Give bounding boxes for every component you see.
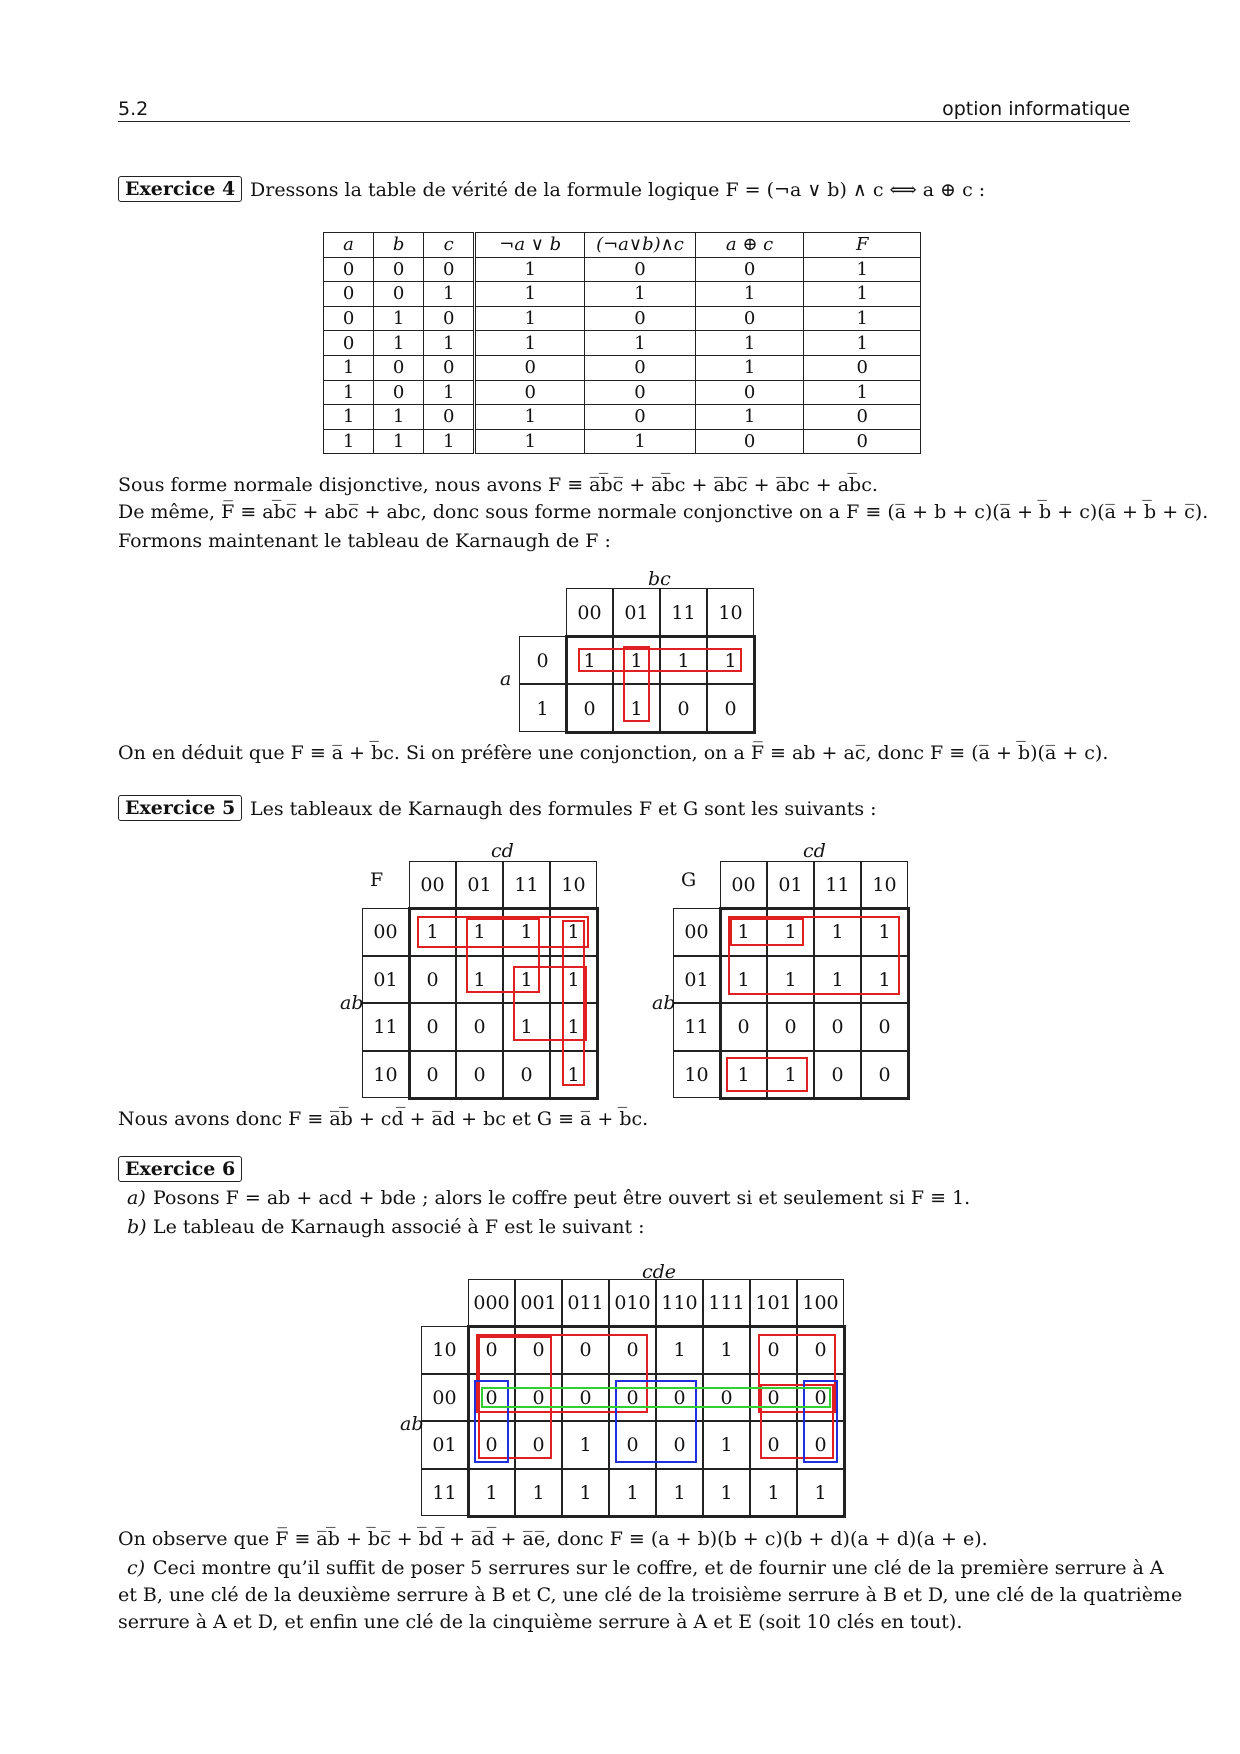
truth-table-cell: 0 bbox=[585, 380, 695, 405]
kmap-cell: 0 bbox=[456, 1003, 503, 1051]
kmap-row-header: 01 bbox=[421, 1421, 468, 1469]
truth-table-cell: 1 bbox=[374, 331, 424, 356]
kmap-cell: 0 bbox=[861, 1051, 908, 1099]
truth-table-cell: 0 bbox=[324, 306, 374, 331]
truth-table-header: a ⊕ c bbox=[695, 233, 804, 258]
kmap-cell: 0 bbox=[515, 1326, 562, 1374]
kmap-row-header: 01 bbox=[362, 956, 409, 1004]
truth-table-cell: 0 bbox=[695, 380, 804, 405]
kmap-row-header: 0 bbox=[519, 636, 566, 684]
kmap-row-header: 00 bbox=[673, 908, 720, 956]
kmap-cell: 1 bbox=[550, 1051, 597, 1099]
truth-table-row bbox=[324, 405, 921, 430]
loop-red bbox=[730, 918, 804, 946]
kmap-cell: 0 bbox=[566, 684, 613, 732]
truth-table-cell: 0 bbox=[695, 257, 804, 282]
ex6-a-label: a) bbox=[127, 1187, 146, 1209]
truth-table-cell: 0 bbox=[804, 355, 921, 380]
truth-table-cell: 0 bbox=[424, 355, 475, 380]
truth-table-cell: 0 bbox=[324, 331, 374, 356]
kmap-col-header: 010 bbox=[609, 1279, 656, 1327]
kmap-cell: 1 bbox=[566, 636, 613, 684]
loop-green bbox=[481, 1387, 831, 1409]
kmap-cell: 1 bbox=[720, 908, 767, 956]
kmap-cell: 1 bbox=[609, 1469, 656, 1517]
kmap-cell: 1 bbox=[515, 1469, 562, 1517]
truth-table-cell: 1 bbox=[475, 429, 585, 454]
kmap-col-header: 00 bbox=[566, 588, 613, 636]
kmap-cell: 0 bbox=[797, 1374, 844, 1422]
truth-table-cell: 1 bbox=[424, 282, 475, 307]
kmap-cell: 0 bbox=[609, 1421, 656, 1469]
ex4-cnf-line: De même, F̅ ≡ ab̅c̅ + abc̅ + abc, donc sous forme normale conjonctive on a F ≡ (a̅ + b + c)(a̅ + b̅ + c)(a̅ + b̅ + c̅). bbox=[118, 501, 1209, 523]
truth-table-cell: 0 bbox=[585, 405, 695, 430]
course-title: option informatique bbox=[942, 98, 1130, 120]
exercise-5-label: Exercice 5 bbox=[118, 795, 242, 821]
kmap-cell: 1 bbox=[503, 956, 550, 1004]
kmap-cell: 0 bbox=[814, 1051, 861, 1099]
truth-table-row bbox=[324, 355, 921, 380]
truth-table-cell: 1 bbox=[475, 257, 585, 282]
kmap-cell: 1 bbox=[703, 1421, 750, 1469]
kmap-cell: 0 bbox=[409, 1051, 456, 1099]
kmap-cell: 1 bbox=[456, 908, 503, 956]
truth-table-cell: 0 bbox=[424, 257, 475, 282]
kmap-row-variable: ab bbox=[340, 992, 364, 1014]
ex4-dnf-line: Sous forme normale disjonctive, nous avons F ≡ a̅b̅c̅ + a̅b̅c + a̅bc̅ + a̅bc + ab̅c. bbox=[118, 474, 878, 496]
kmap-cell: 1 bbox=[814, 956, 861, 1004]
kmap-col-header: 000 bbox=[468, 1279, 515, 1327]
ex6-b-text: Le tableau de Karnaugh associé à F est le suivant : bbox=[153, 1216, 645, 1238]
kmap-row-header: 11 bbox=[421, 1469, 468, 1517]
kmap-col-variable: bc bbox=[648, 568, 671, 590]
truth-table-cell: 1 bbox=[324, 429, 374, 454]
truth-table-cell: 1 bbox=[804, 257, 921, 282]
kmap-cell: 1 bbox=[767, 908, 814, 956]
truth-table-cell: 1 bbox=[324, 405, 374, 430]
truth-table-cell: 1 bbox=[475, 306, 585, 331]
kmap-row-header: 11 bbox=[362, 1003, 409, 1051]
truth-table-cell: 1 bbox=[475, 405, 585, 430]
kmap-cell: 1 bbox=[703, 1326, 750, 1374]
kmap-cell: 1 bbox=[750, 1469, 797, 1517]
kmap-cell: 1 bbox=[861, 956, 908, 1004]
kmap-cell: 0 bbox=[797, 1421, 844, 1469]
truth-table-cell: 1 bbox=[585, 331, 695, 356]
truth-table-cell: 1 bbox=[585, 282, 695, 307]
truth-table-cell: 0 bbox=[374, 282, 424, 307]
kmap-row-header: 11 bbox=[673, 1003, 720, 1051]
kmap-col-header: 00 bbox=[409, 861, 456, 909]
truth-table-cell: 1 bbox=[324, 380, 374, 405]
kmap-cell: 1 bbox=[656, 1469, 703, 1517]
ex6-c-label: c) bbox=[127, 1557, 146, 1579]
truth-table-header: c bbox=[424, 233, 475, 258]
truth-table-cell: 1 bbox=[695, 405, 804, 430]
truth-table-cell: 1 bbox=[695, 331, 804, 356]
kmap-row-header: 10 bbox=[362, 1051, 409, 1099]
kmap-cell: 1 bbox=[720, 1051, 767, 1099]
kmap-col-header: 10 bbox=[550, 861, 597, 909]
kmap-col-header: 11 bbox=[814, 861, 861, 909]
kmap-cell: 1 bbox=[613, 684, 660, 732]
kmap-row-header: 01 bbox=[673, 956, 720, 1004]
kmap-col-header: 100 bbox=[797, 1279, 844, 1327]
truth-table-cell: 0 bbox=[424, 306, 475, 331]
truth-table-cell: 1 bbox=[374, 429, 424, 454]
kmap-row-variable: ab bbox=[400, 1413, 424, 1435]
kmap-col-header: 101 bbox=[750, 1279, 797, 1327]
kmap-col-header: 01 bbox=[767, 861, 814, 909]
exercise-4-label: Exercice 4 bbox=[118, 176, 242, 202]
loop-red bbox=[623, 646, 650, 722]
kmap-cell: 0 bbox=[703, 1374, 750, 1422]
kmap-col-variable: cd bbox=[803, 840, 826, 862]
kmap-row-variable: a bbox=[500, 668, 512, 690]
ex6-c-line1: Ceci montre qu’il suffit de poser 5 serrures sur le coffre, et de fournir une clé de la première serrure à A bbox=[153, 1557, 1164, 1579]
truth-table-cell: 1 bbox=[424, 429, 475, 454]
kmap-cell: 1 bbox=[720, 956, 767, 1004]
loop-red bbox=[726, 1057, 808, 1093]
kmap-cell: 1 bbox=[503, 908, 550, 956]
kmap-cell: 0 bbox=[468, 1421, 515, 1469]
truth-table-cell: 0 bbox=[324, 257, 374, 282]
truth-table-cell: 1 bbox=[424, 380, 475, 405]
kmap-col-header: 001 bbox=[515, 1279, 562, 1327]
truth-table-cell: 1 bbox=[804, 380, 921, 405]
kmap-cell: 1 bbox=[861, 908, 908, 956]
kmap-cell: 0 bbox=[797, 1326, 844, 1374]
kmap-col-header: 01 bbox=[456, 861, 503, 909]
page-number: 5.2 bbox=[118, 98, 149, 120]
kmap-cell: 0 bbox=[503, 1051, 550, 1099]
kmap-row-header: 10 bbox=[673, 1051, 720, 1099]
kmap-cell: 1 bbox=[613, 636, 660, 684]
truth-table-cell: 0 bbox=[424, 405, 475, 430]
kmap-row-header: 1 bbox=[519, 684, 566, 732]
truth-table-row bbox=[324, 380, 921, 405]
kmap-col-header: 110 bbox=[656, 1279, 703, 1327]
truth-table-header: a bbox=[324, 233, 374, 258]
truth-table-cell: 0 bbox=[695, 306, 804, 331]
truth-table-cell: 0 bbox=[585, 257, 695, 282]
kmap-row-header: 10 bbox=[421, 1326, 468, 1374]
kmap-cell: 0 bbox=[720, 1003, 767, 1051]
exercise-5-intro: Les tableaux de Karnaugh des formules F et G sont les suivants : bbox=[250, 798, 877, 820]
kmap-cell: 0 bbox=[767, 1003, 814, 1051]
kmap-cell: 0 bbox=[468, 1326, 515, 1374]
truth-table-cell: 1 bbox=[324, 355, 374, 380]
truth-table bbox=[323, 232, 921, 454]
ex6-observe: On observe que F̅ ≡ a̅b̅ + b̅c̅ + b̅d̅ + a̅d̅ + a̅e̅, donc F ≡ (a + b)(b + c)(b + d)(a + d)(a + e). bbox=[118, 1528, 988, 1550]
truth-table-cell: 1 bbox=[804, 306, 921, 331]
header-rule bbox=[118, 121, 1130, 122]
kmap-cell: 0 bbox=[409, 956, 456, 1004]
kmap-cell: 1 bbox=[562, 1421, 609, 1469]
kmap-cell: 1 bbox=[703, 1469, 750, 1517]
kmap-cell: 1 bbox=[468, 1469, 515, 1517]
kmap-col-header: 11 bbox=[660, 588, 707, 636]
kmap-col-header: 00 bbox=[720, 861, 767, 909]
ex6-c-line3: serrure à A et D, et enfin une clé de la cinquième serrure à A et E (soit 10 clés en tout). bbox=[118, 1611, 963, 1633]
kmap-cell: 1 bbox=[767, 956, 814, 1004]
kmap-cell: 1 bbox=[456, 956, 503, 1004]
truth-table-cell: 0 bbox=[804, 429, 921, 454]
truth-table-cell: 1 bbox=[424, 331, 475, 356]
kmap-cell: 1 bbox=[656, 1326, 703, 1374]
kmap-cell: 0 bbox=[814, 1003, 861, 1051]
truth-table-cell: 1 bbox=[475, 331, 585, 356]
truth-table-cell: 1 bbox=[585, 429, 695, 454]
ex6-c-line2: et B, une clé de la deuxième serrure à B et C, une clé de la troisième serrure à B et D, une clé de la quatrième bbox=[118, 1584, 1183, 1606]
truth-table-cell: 0 bbox=[374, 355, 424, 380]
truth-table-header: (¬a∨b)∧c bbox=[585, 233, 695, 258]
kmap-cell: 0 bbox=[562, 1326, 609, 1374]
kmap-cell: 0 bbox=[456, 1051, 503, 1099]
kmap-col-variable: cd bbox=[491, 840, 514, 862]
truth-table-cell: 1 bbox=[475, 282, 585, 307]
truth-table-row bbox=[324, 429, 921, 454]
ex6-b-label: b) bbox=[127, 1216, 147, 1238]
kmap-cell: 0 bbox=[750, 1374, 797, 1422]
kmap-cell: 0 bbox=[656, 1374, 703, 1422]
kmap-cell: 1 bbox=[707, 636, 754, 684]
kmap-cell: 0 bbox=[609, 1326, 656, 1374]
kmap-cell: 1 bbox=[797, 1469, 844, 1517]
ex6-a-text: Posons F = ab + acd + bde ; alors le coffre peut être ouvert si et seulement si F ≡ 1. bbox=[153, 1187, 971, 1209]
kmap-col-variable: cde bbox=[642, 1261, 677, 1283]
kmap-col-header: 10 bbox=[707, 588, 754, 636]
kmap-cell: 1 bbox=[562, 1469, 609, 1517]
kmap-cell: 1 bbox=[660, 636, 707, 684]
truth-table-row bbox=[324, 331, 921, 356]
truth-table-row bbox=[324, 306, 921, 331]
kmap-col-header: 111 bbox=[703, 1279, 750, 1327]
truth-table-cell: 0 bbox=[475, 380, 585, 405]
kmap-cell: 0 bbox=[750, 1421, 797, 1469]
truth-table-cell: 1 bbox=[804, 331, 921, 356]
truth-table-cell: 0 bbox=[585, 355, 695, 380]
kmap-col-header: 11 bbox=[503, 861, 550, 909]
kmap-col-header: 011 bbox=[562, 1279, 609, 1327]
kmap-cell: 0 bbox=[656, 1421, 703, 1469]
truth-table-cell: 0 bbox=[324, 282, 374, 307]
kmap-cell: 0 bbox=[750, 1326, 797, 1374]
kmap-cell: 1 bbox=[814, 908, 861, 956]
kmap-cell: 0 bbox=[468, 1374, 515, 1422]
kmap-cell: 1 bbox=[550, 1003, 597, 1051]
kmap-function-name: G bbox=[681, 868, 697, 891]
exercise-4-intro: Dressons la table de vérité de la formule logique F = (¬a ∨ b) ∧ c ⟺ a ⊕ c : bbox=[250, 179, 986, 201]
kmap-cell: 0 bbox=[515, 1421, 562, 1469]
kmap-cell: 0 bbox=[609, 1374, 656, 1422]
truth-table-cell: 1 bbox=[374, 306, 424, 331]
truth-table-row bbox=[324, 257, 921, 282]
ex5-conclusion: Nous avons donc F ≡ a̅b̅ + cd̅ + a̅d + bc et G ≡ a̅ + b̅c. bbox=[118, 1108, 649, 1130]
truth-table-cell: 0 bbox=[585, 306, 695, 331]
kmap-cell: 0 bbox=[660, 684, 707, 732]
loop-red bbox=[578, 648, 742, 672]
truth-table-cell: 0 bbox=[475, 355, 585, 380]
truth-table-cell: 1 bbox=[804, 282, 921, 307]
ex4-conclusion: On en déduit que F ≡ a̅ + b̅c. Si on préfère une conjonction, on a F̅ ≡ ab + ac̅, donc F ≡ (a̅ + b̅)(a̅ + c). bbox=[118, 742, 1109, 764]
ex4-karnaugh-intro: Formons maintenant le tableau de Karnaugh de F : bbox=[118, 530, 611, 552]
kmap-cell: 0 bbox=[515, 1374, 562, 1422]
kmap-cell: 1 bbox=[550, 956, 597, 1004]
truth-table-cell: 0 bbox=[804, 405, 921, 430]
kmap-row-header: 00 bbox=[421, 1374, 468, 1422]
truth-table-row bbox=[324, 282, 921, 307]
kmap-row-variable: ab bbox=[652, 992, 676, 1014]
truth-table-header: F bbox=[804, 233, 921, 258]
truth-table-cell: 0 bbox=[374, 257, 424, 282]
kmap-cell: 1 bbox=[409, 908, 456, 956]
kmap-row-header: 00 bbox=[362, 908, 409, 956]
kmap-function-name: F bbox=[370, 868, 384, 891]
truth-table-header: ¬a ∨ b bbox=[475, 233, 585, 258]
loop-red bbox=[562, 920, 585, 1086]
truth-table-header: b bbox=[374, 233, 424, 258]
exercise-6-label: Exercice 6 bbox=[118, 1156, 242, 1182]
truth-table-cell: 0 bbox=[695, 429, 804, 454]
kmap-cell: 0 bbox=[409, 1003, 456, 1051]
truth-table-cell: 1 bbox=[695, 355, 804, 380]
truth-table-cell: 1 bbox=[695, 282, 804, 307]
kmap-cell: 0 bbox=[861, 1003, 908, 1051]
kmap-cell: 1 bbox=[767, 1051, 814, 1099]
truth-table-cell: 0 bbox=[374, 380, 424, 405]
kmap-cell: 1 bbox=[503, 1003, 550, 1051]
kmap-col-header: 01 bbox=[613, 588, 660, 636]
kmap-cell: 0 bbox=[562, 1374, 609, 1422]
kmap-cell: 1 bbox=[550, 908, 597, 956]
truth-table-cell: 1 bbox=[374, 405, 424, 430]
kmap-cell: 0 bbox=[707, 684, 754, 732]
kmap-col-header: 10 bbox=[861, 861, 908, 909]
